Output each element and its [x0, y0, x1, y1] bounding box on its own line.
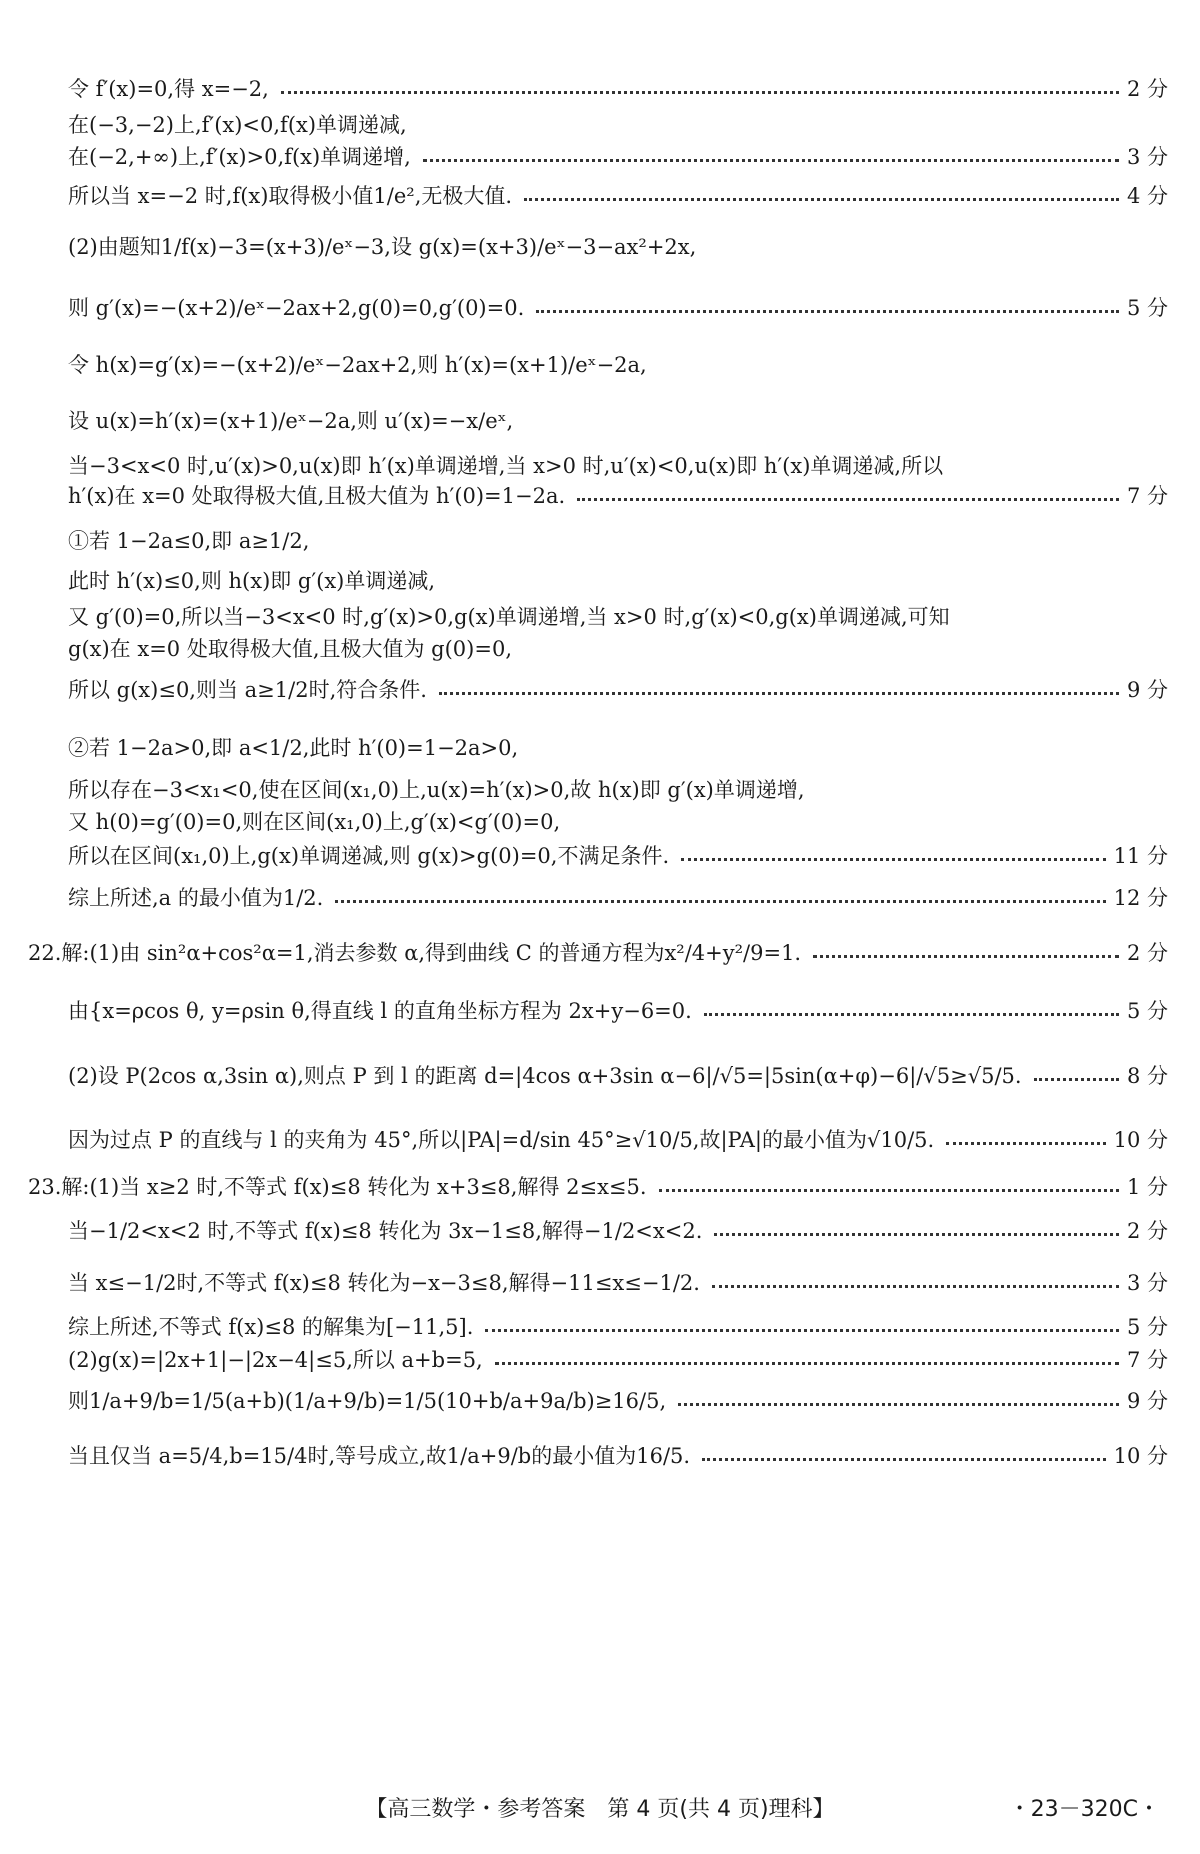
score-label: 2 分 — [1126, 1219, 1168, 1243]
dot-leader — [946, 1142, 1105, 1145]
answer-line — [68, 136, 1168, 176]
footer-code: ・23－320C・ — [1008, 1797, 1160, 1822]
answer-line-text: 所以在区间(x₁,0)上,g(x)单调递减,则 g(x)>g(0)=0,不满足条件. — [68, 844, 670, 868]
dot-leader — [1034, 1078, 1119, 1081]
score-label: 1 分 — [1126, 1175, 1168, 1199]
answer-line — [68, 475, 1168, 515]
score-label: 3 分 — [1126, 145, 1168, 169]
answer-line — [68, 287, 1168, 327]
answer-line-text: (2)g(x)=|2x+1|−|2x−4|≤5,所以 a+b=5, — [68, 1348, 483, 1372]
answer-line — [68, 727, 1168, 767]
answer-line — [68, 1435, 1168, 1475]
score-label: 10 分 — [1113, 1444, 1168, 1468]
dot-leader — [524, 198, 1119, 201]
footer-title: 【高三数学・参考答案 第 4 页(共 4 页)理科】 — [365, 1797, 835, 1822]
answer-line-text: 令 h(x)=g′(x)=−(x+2)/eˣ−2ax+2,则 h′(x)=(x+1)/eˣ−2a, — [68, 353, 647, 377]
answer-line — [68, 1262, 1168, 1302]
score-label: 4 分 — [1126, 184, 1168, 208]
answer-line — [68, 628, 1168, 668]
score-label: 9 分 — [1126, 678, 1168, 702]
answer-line-text: 设 u(x)=h′(x)=(x+1)/eˣ−2a,则 u′(x)=−x/eˣ, — [68, 409, 514, 433]
answer-line-text: 所以当 x=−2 时,f(x)取得极小值1/e²,无极大值. — [68, 184, 513, 208]
answer-line-text: 在(−3,−2)上,f′(x)<0,f(x)单调递减, — [68, 113, 407, 137]
answer-line — [68, 877, 1168, 917]
answer-line-text: g(x)在 x=0 处取得极大值,且极大值为 g(0)=0, — [68, 637, 512, 661]
score-label: 2 分 — [1126, 941, 1168, 965]
dot-leader — [659, 1189, 1119, 1192]
answer-line — [68, 175, 1168, 215]
answer-line-text: 当−1/2<x<2 时,不等式 f(x)≤8 转化为 3x−1≤8,解得−1/2<x<2. — [68, 1219, 703, 1243]
answer-line — [68, 1380, 1168, 1420]
score-label: 11 分 — [1113, 844, 1168, 868]
dot-leader — [577, 498, 1119, 501]
score-label: 5 分 — [1126, 999, 1168, 1023]
answer-line — [68, 344, 1168, 384]
page-footer — [0, 1784, 1200, 1824]
score-label: 7 分 — [1126, 484, 1168, 508]
answer-line-text: (2)设 P(2cos α,3sin α),则点 P 到 l 的距离 d=|4cos α+3sin α−6|/√5=|5sin(α+φ)−6|/√5≥√5/5. — [68, 1064, 1022, 1088]
dot-leader — [536, 310, 1119, 313]
score-label: 12 分 — [1113, 886, 1168, 910]
score-label: 10 分 — [1113, 1128, 1168, 1152]
dot-leader — [702, 1458, 1106, 1461]
dot-leader — [485, 1329, 1119, 1332]
answer-line — [68, 68, 1168, 108]
answer-line — [68, 520, 1168, 560]
answer-line-text: 此时 h′(x)≤0,则 h(x)即 g′(x)单调递减, — [68, 569, 436, 593]
answer-line-text: 综上所述,不等式 f(x)≤8 的解集为[−11,5]. — [68, 1315, 474, 1339]
answer-line-text: 则1/a+9/b=1/5(a+b)(1/a+9/b)=1/5(10+b/a+9a/b)≥16/5, — [68, 1389, 667, 1413]
dot-leader — [704, 1013, 1119, 1016]
answer-line — [68, 560, 1168, 600]
dot-leader — [678, 1403, 1119, 1406]
dot-leader — [714, 1233, 1119, 1236]
answer-line-text: 又 g′(0)=0,所以当−3<x<0 时,g′(x)>0,g(x)单调递增,当 x>0 时,g′(x)<0,g(x)单调递减,可知 — [68, 605, 950, 629]
answer-line-text: h′(x)在 x=0 处取得极大值,且极大值为 h′(0)=1−2a. — [68, 484, 566, 508]
answer-line-text: 综上所述,a 的最小值为1/2. — [68, 886, 324, 910]
answer-line — [68, 1119, 1168, 1159]
answer-line-text: 所以 g(x)≤0,则当 a≥1/2时,符合条件. — [68, 678, 427, 702]
score-label: 3 分 — [1126, 1271, 1168, 1295]
answer-line-text: ②若 1−2a>0,即 a<1/2,此时 h′(0)=1−2a>0, — [68, 736, 519, 760]
answer-line-text: 由{x=ρcos θ, y=ρsin θ,得直线 l 的直角坐标方程为 2x+y−6=0. — [68, 999, 692, 1023]
answer-line — [28, 932, 1168, 972]
dot-leader — [439, 692, 1119, 695]
answer-line — [68, 990, 1168, 1030]
answer-line — [68, 400, 1168, 440]
dot-leader — [281, 91, 1119, 94]
answer-line-text: (2)由题知1/f(x)−3=(x+3)/eˣ−3,设 g(x)=(x+3)/eˣ−3−ax²+2x, — [68, 235, 697, 259]
dot-leader — [335, 900, 1105, 903]
answer-line — [68, 1339, 1168, 1379]
answer-line-text: 23.解:(1)当 x≥2 时,不等式 f(x)≤8 转化为 x+3≤8,解得 2≤x≤5. — [28, 1175, 647, 1199]
score-label: 9 分 — [1126, 1389, 1168, 1413]
score-label: 8 分 — [1126, 1064, 1168, 1088]
dot-leader — [423, 159, 1119, 162]
answer-line — [28, 1166, 1168, 1206]
answer-line-text: 22.解:(1)由 sin²α+cos²α=1,消去参数 α,得到曲线 C 的普通方程为x²/4+y²/9=1. — [28, 941, 802, 965]
dot-leader — [712, 1285, 1119, 1288]
answer-line — [68, 1210, 1168, 1250]
dot-leader — [813, 955, 1119, 958]
score-label: 5 分 — [1126, 296, 1168, 320]
dot-leader — [681, 858, 1105, 861]
answer-line-text: 当 x≤−1/2时,不等式 f(x)≤8 转化为−x−3≤8,解得−11≤x≤−1/2. — [68, 1271, 700, 1295]
answer-line-text: ①若 1−2a≤0,即 a≥1/2, — [68, 529, 310, 553]
answer-line-text: 因为过点 P 的直线与 l 的夹角为 45°,所以|PA|=d/sin 45°≥√10/5,故|PA|的最小值为√10/5. — [68, 1128, 935, 1152]
answer-line-text: 所以存在−3<x₁<0,使在区间(x₁,0)上,u(x)=h′(x)>0,故 h(x)即 g′(x)单调递增, — [68, 778, 805, 802]
answer-line — [68, 669, 1168, 709]
dot-leader — [495, 1362, 1119, 1365]
answer-line-text: 则 g′(x)=−(x+2)/eˣ−2ax+2,g(0)=0,g′(0)=0. — [68, 296, 525, 320]
score-label: 5 分 — [1126, 1315, 1168, 1339]
answer-line — [68, 835, 1168, 875]
answer-line — [68, 1055, 1168, 1095]
score-label: 2 分 — [1126, 77, 1168, 101]
answer-line-text: 又 h(0)=g′(0)=0,则在区间(x₁,0)上,g′(x)<g′(0)=0, — [68, 810, 561, 834]
answer-line-text: 当−3<x<0 时,u′(x)>0,u(x)即 h′(x)单调递增,当 x>0 时,u′(x)<0,u(x)即 h′(x)单调递减,所以 — [68, 454, 944, 478]
score-label: 7 分 — [1126, 1348, 1168, 1372]
answer-line-text: 在(−2,+∞)上,f′(x)>0,f(x)单调递增, — [68, 145, 411, 169]
answer-line — [68, 226, 1168, 266]
answer-line-text: 令 f′(x)=0,得 x=−2, — [68, 77, 269, 101]
answer-line-text: 当且仅当 a=5/4,b=15/4时,等号成立,故1/a+9/b的最小值为16/5. — [68, 1444, 691, 1468]
